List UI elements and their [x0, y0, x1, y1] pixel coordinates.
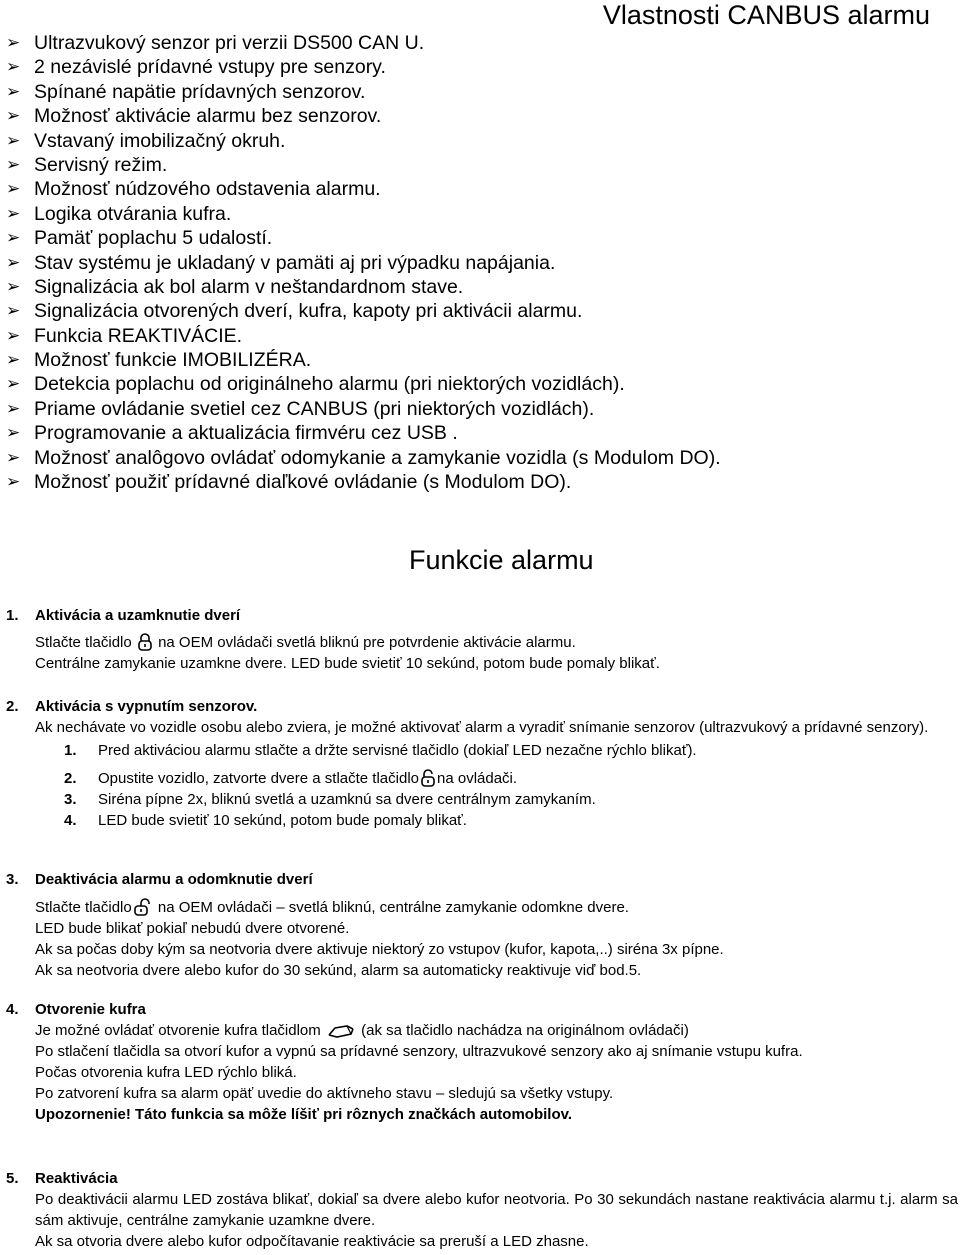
arrow-bullet-icon: ➢	[6, 33, 21, 52]
unlock-icon	[421, 769, 435, 787]
feature-text: Vstavaný imobilizačný okruh.	[34, 129, 286, 152]
arrow-bullet-icon: ➢	[6, 276, 21, 296]
section-2	[6, 696, 958, 831]
section-2-intro: Ak nechávate vo vozidle osobu alebo zviera, je možné aktivovať alarm a vyradiť snímanie senzorov (ultrazvukový a prídavné senzory).	[35, 719, 929, 736]
section-4-line-1: Je možné ovládať otvorenie kufra tlačidlom (ak sa tlačidlo nachádza na originálnom ovládači)	[35, 1022, 689, 1039]
arrow-bullet-icon: ➢	[6, 154, 21, 174]
arrow-bullet-icon: ➢	[6, 57, 21, 77]
section-3-line-2: LED bude blikať pokiaľ nebudú dvere otvorené.	[35, 920, 350, 937]
arrow-bullet-icon: ➢	[6, 252, 21, 272]
section-1-line-1: Stlačte tlačidlo na OEM ovládači svetlá bliknú pre potvrdenie aktivácie alarmu.	[35, 634, 576, 651]
feature-text: Možnosť analôgovo ovládať odomykanie a zamykanie vozidla (s Modulom DO).	[34, 446, 721, 469]
feature-text: Detekcia poplachu od originálneho alarmu (pri niektorých vozidlách).	[34, 373, 625, 396]
feature-item	[6, 299, 946, 323]
feature-item	[6, 80, 946, 104]
section-4-line-4: Po zatvorení kufra sa alarm opäť uvedie do aktívneho stavu – sledujú sa všetky vstupy.	[35, 1085, 614, 1102]
feature-text: Signalizácia ak bol alarm v neštandardnom stave.	[34, 275, 464, 298]
section-2-heading: 2. Aktivácia s vypnutím senzorov.	[6, 698, 258, 715]
feature-item	[6, 153, 946, 177]
feature-text: Priame ovládanie svetiel cez CANBUS (pri niektorých vozidlách).	[34, 397, 595, 420]
section-5-line-2: Ak sa otvoria dvere alebo kufor odpočítavanie reaktivácie sa preruší a LED zhasne.	[35, 1233, 589, 1250]
arrow-bullet-icon: ➢	[6, 81, 21, 101]
arrow-bullet-icon: ➢	[6, 350, 21, 370]
section-3-line-1: Stlačte tlačidlo na OEM ovládači – svetlá bliknú, centrálne zamykanie odomkne dvere.	[35, 899, 629, 916]
arrow-bullet-icon: ➢	[6, 203, 21, 223]
section-1	[6, 605, 958, 674]
trunk-icon	[327, 1023, 355, 1039]
feature-item	[6, 372, 946, 396]
feature-item	[6, 55, 946, 79]
feature-item	[6, 251, 946, 275]
feature-item	[6, 275, 946, 299]
page-title: Vlastnosti CANBUS alarmu	[602, 0, 930, 30]
feature-text: Stav systému je ukladaný v pamäti aj pri výpadku napájania.	[34, 251, 556, 274]
feature-item	[6, 129, 946, 153]
feature-text: Funkcia REAKTIVÁCIE.	[34, 324, 243, 347]
section-4-heading: 4. Otvorenie kufra	[6, 1001, 146, 1018]
section-3-line-3: Ak sa počas doby kým sa neotvoria dvere aktivuje niektorý zo vstupov (kufor, kapota,..) siréna 3x pípne.	[35, 941, 724, 958]
unlock-icon	[134, 898, 152, 916]
feature-item	[6, 470, 946, 494]
section-4-line-3: Počas otvorenia kufra LED rýchlo bliká.	[35, 1064, 297, 1081]
feature-item	[6, 31, 946, 55]
section-2-step-2: 2. Opustite vozidlo, zatvorte dvere a stlačte tlačidlo na ovládači.	[64, 770, 518, 787]
lock-icon	[138, 633, 152, 651]
arrow-bullet-icon: ➢	[6, 130, 21, 150]
feature-text: Možnosť funkcie IMOBILIZÉRA.	[34, 349, 312, 372]
feature-item	[6, 446, 946, 470]
feature-text: Signalizácia otvorených dverí, kufra, kapoty pri aktivácii alarmu.	[34, 300, 583, 323]
arrow-bullet-icon: ➢	[6, 374, 21, 394]
feature-text: Servisný režim.	[34, 153, 168, 176]
section-4	[6, 999, 958, 1125]
feature-item	[6, 177, 946, 201]
feature-text: Ultrazvukový senzor pri verzii DS500 CAN U.	[34, 32, 425, 54]
section-2-step-4: 4. LED bude svietiť 10 sekúnd, potom bude pomaly blikať.	[64, 812, 467, 829]
section-3-line-4: Ak sa neotvoria dvere alebo kufor do 30 sekúnd, alarm sa automaticky reaktivuje viď bod.5.	[35, 962, 642, 979]
feature-item	[6, 324, 946, 348]
section-1-line-2: Centrálne zamykanie uzamkne dvere. LED bude svietiť 10 sekúnd, potom bude pomaly blikať.	[35, 655, 660, 672]
section-2-step-3: 3. Siréna pípne 2x, bliknú svetlá a uzamknú sa dvere centrálnym zamykaním.	[64, 791, 596, 808]
feature-text: Spínané napätie prídavných senzorov.	[34, 80, 366, 103]
arrow-bullet-icon: ➢	[6, 447, 21, 467]
feature-text: Programovanie a aktualizácia firmvéru cez USB .	[34, 422, 458, 445]
feature-item	[6, 421, 946, 445]
feature-item	[6, 226, 946, 250]
section-5-paragraph: Po deaktivácii alarmu LED zostáva blikať, dokiaľ sa dvere alebo kufor neotvoria. Po 30 sekundách nastane reaktivácia alarmu t.j. alarm sa sám aktivuje, centrálne zamykanie uzamkne dvere.	[35, 1191, 958, 1229]
section-4-line-2: Po stlačení tlačidla sa otvorí kufor a vypnú sa prídavné senzory, ultrazvukové senzory ako aj snímanie vstupu kufra.	[35, 1043, 803, 1060]
feature-item	[6, 348, 946, 372]
section-3-heading: 3. Deaktivácia alarmu a odomknutie dverí	[6, 871, 313, 888]
feature-item	[6, 104, 946, 128]
feature-text: Možnosť aktivácie alarmu bez senzorov.	[34, 105, 382, 128]
feature-item	[6, 202, 946, 226]
arrow-bullet-icon: ➢	[6, 398, 21, 418]
arrow-bullet-icon: ➢	[6, 179, 21, 199]
feature-list	[6, 31, 946, 494]
section-3	[6, 869, 958, 981]
functions-title: Funkcie alarmu	[409, 545, 594, 575]
feature-text: Možnosť núdzového odstavenia alarmu.	[34, 178, 381, 201]
section-5-heading: 5. Reaktivácia	[6, 1170, 118, 1187]
arrow-bullet-icon: ➢	[6, 423, 21, 443]
feature-item	[6, 397, 946, 421]
feature-text: Pamäť poplachu 5 udalostí.	[34, 227, 273, 250]
feature-text: Možnosť použiť prídavné diaľkové ovládanie (s Modulom DO).	[34, 471, 572, 494]
arrow-bullet-icon: ➢	[6, 106, 21, 126]
section-2-step-1: 1. Pred aktiváciou alarmu stlačte a držte servisné tlačidlo (dokiaľ LED nezačne rýchlo blikať).	[64, 742, 697, 759]
arrow-bullet-icon: ➢	[6, 325, 21, 345]
section-1-heading: 1. Aktivácia a uzamknutie dverí	[6, 607, 241, 624]
arrow-bullet-icon: ➢	[6, 472, 21, 492]
arrow-bullet-icon: ➢	[6, 301, 21, 321]
arrow-bullet-icon: ➢	[6, 228, 21, 248]
feature-text: 2 nezávislé prídavné vstupy pre senzory.	[34, 56, 386, 79]
section-4-warning: Upozornenie! Táto funkcia sa môže líšiť pri rôznych značkách automobilov.	[35, 1106, 573, 1123]
section-5	[6, 1168, 958, 1252]
feature-text: Logika otvárania kufra.	[34, 202, 232, 225]
